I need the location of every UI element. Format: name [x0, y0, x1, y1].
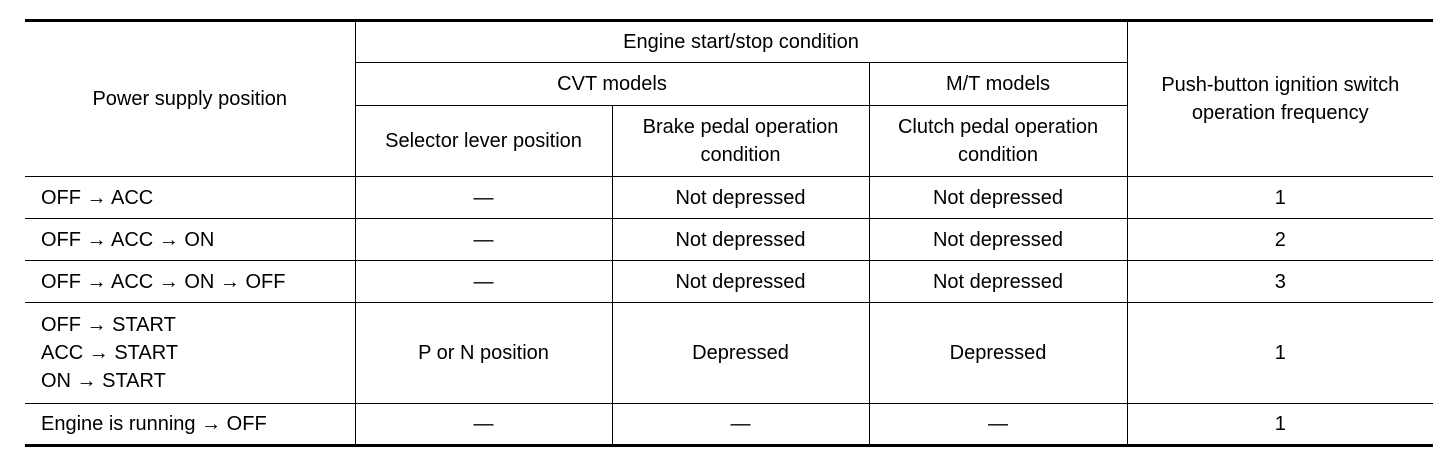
header-operation-frequency: Push-button ignition switch operation frequency: [1127, 21, 1433, 177]
header-power-supply-position: Power supply position: [25, 21, 355, 177]
selector-cell: —: [355, 177, 612, 219]
frequency-cell: 1: [1127, 404, 1433, 446]
table-row: [25, 261, 1433, 303]
frequency-cell: 1: [1127, 303, 1433, 404]
clutch-cell: Not depressed: [869, 177, 1127, 219]
header-brake-pedal-condition: Brake pedal operation condition: [612, 106, 869, 177]
frequency-cell: 2: [1127, 219, 1433, 261]
power-supply-cell: [25, 261, 355, 303]
power-supply-cell: [25, 219, 355, 261]
table-row: [25, 404, 1433, 446]
clutch-cell: Not depressed: [869, 219, 1127, 261]
clutch-cell: Depressed: [869, 303, 1127, 404]
frequency-cell: 3: [1127, 261, 1433, 303]
brake-cell: Not depressed: [612, 177, 869, 219]
power-supply-cell: [25, 303, 355, 404]
power-supply-text: OFF → ACC → ON: [41, 228, 215, 251]
power-supply-text: ON → START: [41, 370, 166, 392]
selector-cell: —: [355, 219, 612, 261]
power-supply-text: ACC → START: [41, 342, 179, 364]
header-selector-lever-position: Selector lever position: [355, 106, 612, 177]
selector-cell: P or N position: [355, 303, 612, 404]
power-supply-cell: [25, 404, 355, 446]
brake-cell: Depressed: [612, 303, 869, 404]
clutch-cell: Not depressed: [869, 261, 1127, 303]
brake-cell: —: [612, 404, 869, 446]
power-supply-text: OFF → START: [41, 314, 176, 336]
table-row: [25, 303, 1433, 404]
engine-start-condition-table: [25, 19, 1433, 447]
selector-cell: —: [355, 404, 612, 446]
power-supply-text: OFF → ACC → ON → OFF: [41, 270, 286, 293]
power-supply-cell: [25, 177, 355, 219]
table-row: [25, 177, 1433, 219]
clutch-cell: —: [869, 404, 1127, 446]
power-supply-text: Engine is running → OFF: [41, 413, 267, 435]
brake-cell: Not depressed: [612, 261, 869, 303]
table-row: [25, 219, 1433, 261]
header-clutch-pedal-condition: Clutch pedal operation condition: [869, 106, 1127, 177]
selector-cell: —: [355, 261, 612, 303]
frequency-cell: 1: [1127, 177, 1433, 219]
brake-cell: Not depressed: [612, 219, 869, 261]
power-supply-text: OFF → ACC: [41, 186, 154, 209]
header-cvt-models: CVT models: [355, 63, 869, 106]
header-engine-start-stop-condition: Engine start/stop condition: [355, 21, 1127, 63]
header-mt-models: M/T models: [869, 63, 1127, 106]
